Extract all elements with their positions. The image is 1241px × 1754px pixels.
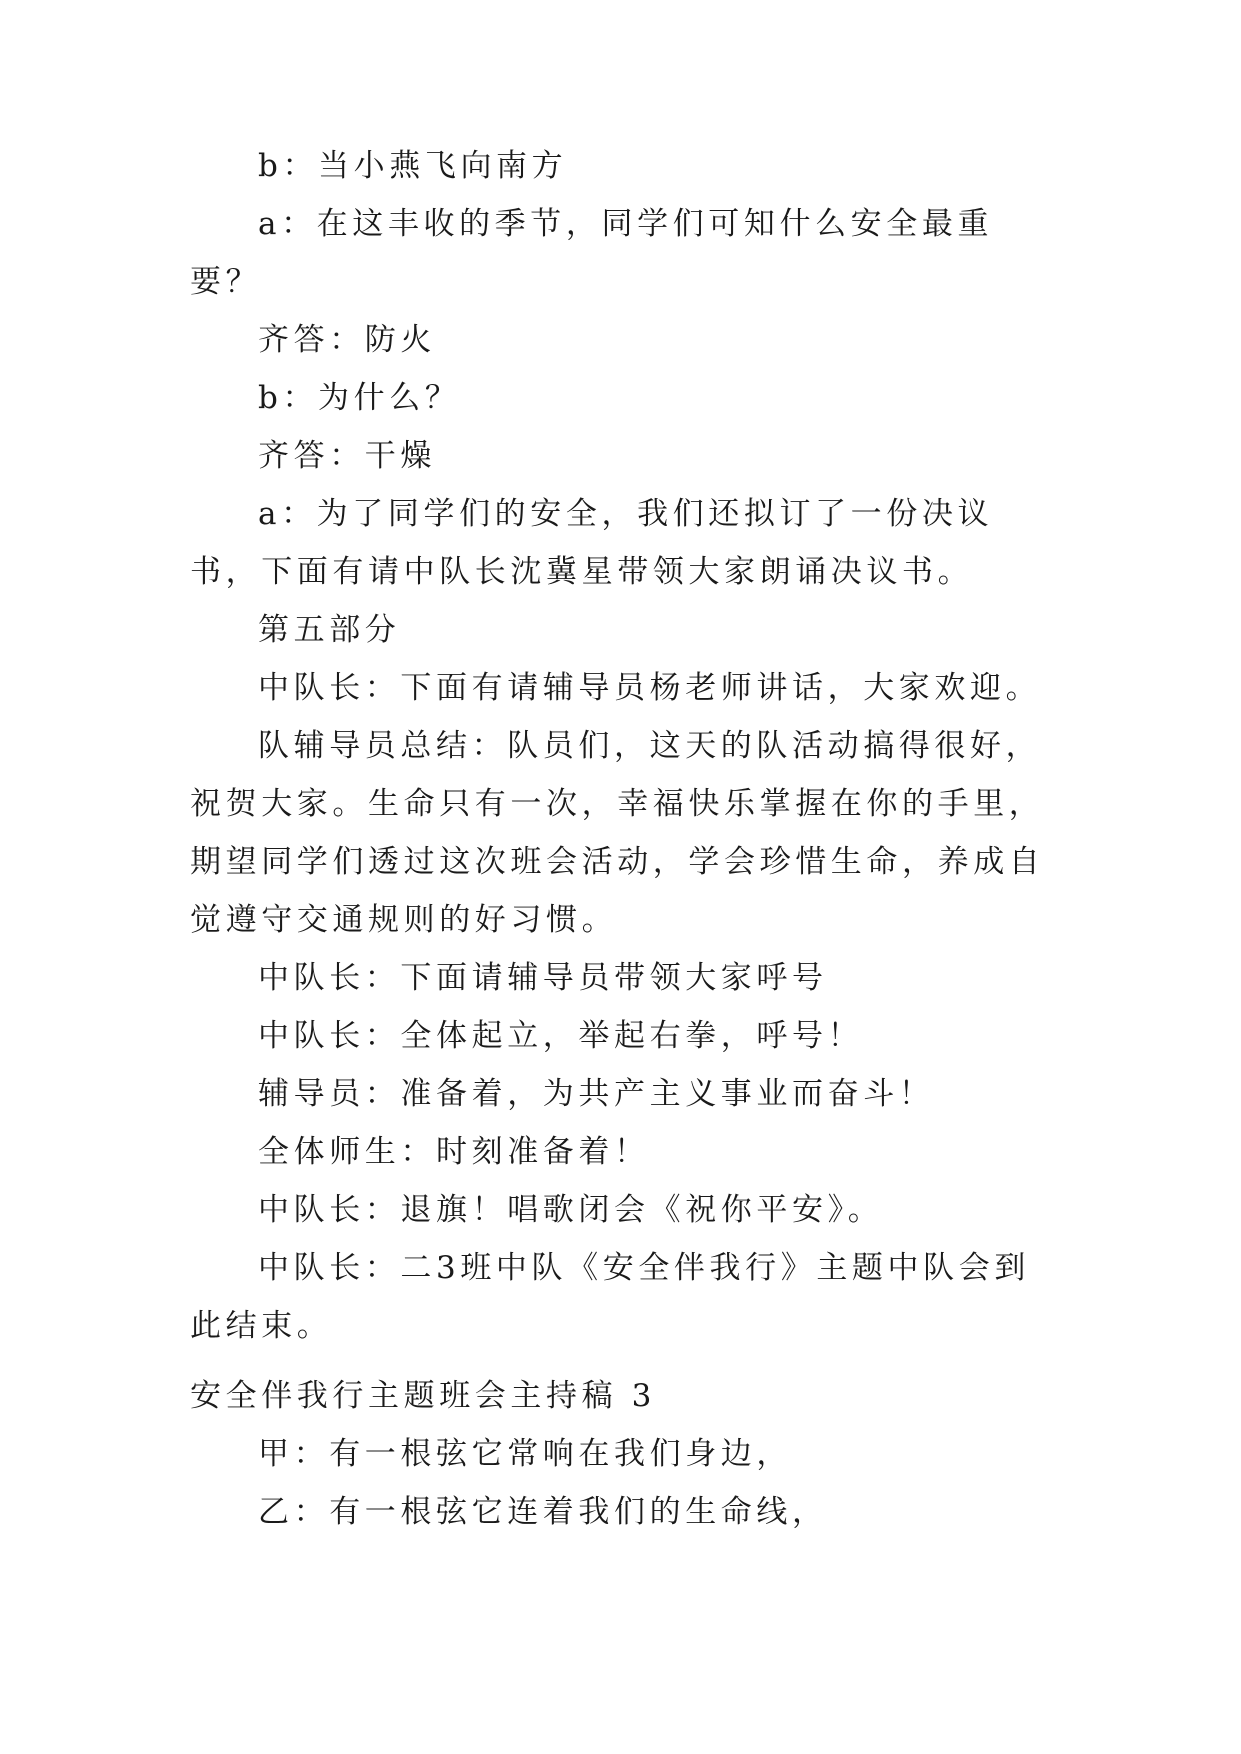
- paragraph: b：当小燕飞向南方: [258, 148, 568, 184]
- paragraph: 中队长：下面请辅导员带领大家呼号: [258, 960, 828, 996]
- section-heading: 安全伴我行主题班会主持稿 3: [190, 1378, 656, 1414]
- paragraph: b：为什么？: [258, 380, 461, 416]
- paragraph: 中队长：退旗！唱歌闭会《祝你平安》。: [258, 1192, 884, 1228]
- paragraph: 中队长：全体起立，举起右拳，呼号！: [258, 1018, 864, 1054]
- document-body-bottom: [190, 1367, 1050, 1541]
- paragraph: 队辅导员总结：队员们，这天的队活动搞得很好，祝贺大家。生命只有一次，幸福快乐掌握在你的手里，期望同学们透过这次班会活动，学会珍惜生命，养成自觉遵守交通规则的好习惯。: [190, 728, 1045, 938]
- paragraph: a：在这丰收的季节，同学们可知什么安全最重要？: [190, 206, 994, 300]
- paragraph: 齐答：防火: [258, 322, 436, 358]
- paragraph: 辅导员：准备着，为共产主义事业而奋斗！: [258, 1076, 935, 1112]
- paragraph: 中队长：二3班中队《安全伴我行》主题中队会到此结束。: [190, 1250, 1030, 1344]
- document-body-top: [190, 137, 1050, 1355]
- paragraph: 甲：有一根弦它常响在我们身边，: [258, 1436, 792, 1472]
- paragraph: 中队长：下面有请辅导员杨老师讲话，大家欢迎。: [258, 670, 1042, 706]
- paragraph: 齐答：干燥: [258, 438, 436, 474]
- paragraph: 全体师生：时刻准备着！: [258, 1134, 650, 1170]
- paragraph: a：为了同学们的安全，我们还拟订了一份决议书，下面有请中队长沈冀星带领大家朗诵决议书。: [190, 496, 994, 590]
- paragraph: 乙：有一根弦它连着我们的生命线，: [258, 1494, 828, 1530]
- paragraph: 第五部分: [258, 612, 401, 648]
